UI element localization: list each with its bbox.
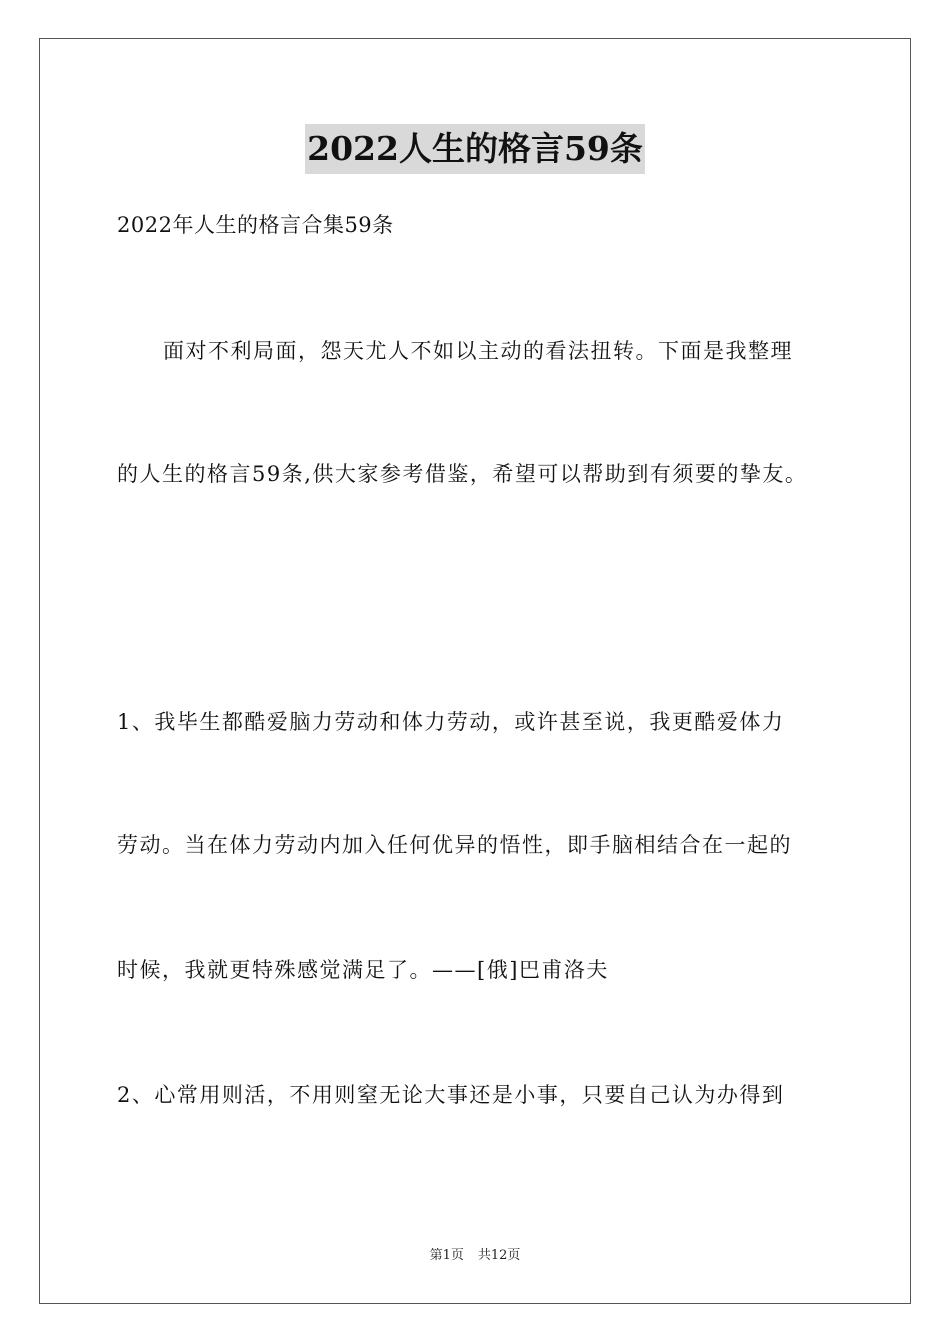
document-subtitle: 2022年人生的格言合集59条 (117, 213, 394, 237)
quote-1-line-1: 1、我毕生都酷爱脑力劳动和体力劳动，或许甚至说，我更酷爱体力 (117, 710, 785, 734)
page-number: 第1页 (429, 1248, 464, 1263)
page-footer (0, 1246, 950, 1266)
page-total: 共12页 (477, 1248, 521, 1263)
quote-1-line-3: 时候，我就更特殊感觉满足了。——[俄]巴甫洛夫 (117, 958, 609, 982)
intro-paragraph-line-1: 面对不利局面，怨天尤人不如以主动的看法扭转。下面是我整理 (163, 339, 793, 363)
title-container (0, 124, 950, 174)
document-title: 2022人生的格言59条 (305, 124, 645, 174)
intro-paragraph-line-2: 的人生的格言59条,供大家参考借鉴，希望可以帮助到有须要的挚友。 (117, 462, 808, 486)
quote-2-line-1: 2、心常用则活，不用则窒无论大事还是小事，只要自己认为办得到 (117, 1083, 785, 1107)
quote-1-line-2: 劳动。当在体力劳动内加入任何优异的悟性，即手脑相结合在一起的 (117, 833, 792, 857)
